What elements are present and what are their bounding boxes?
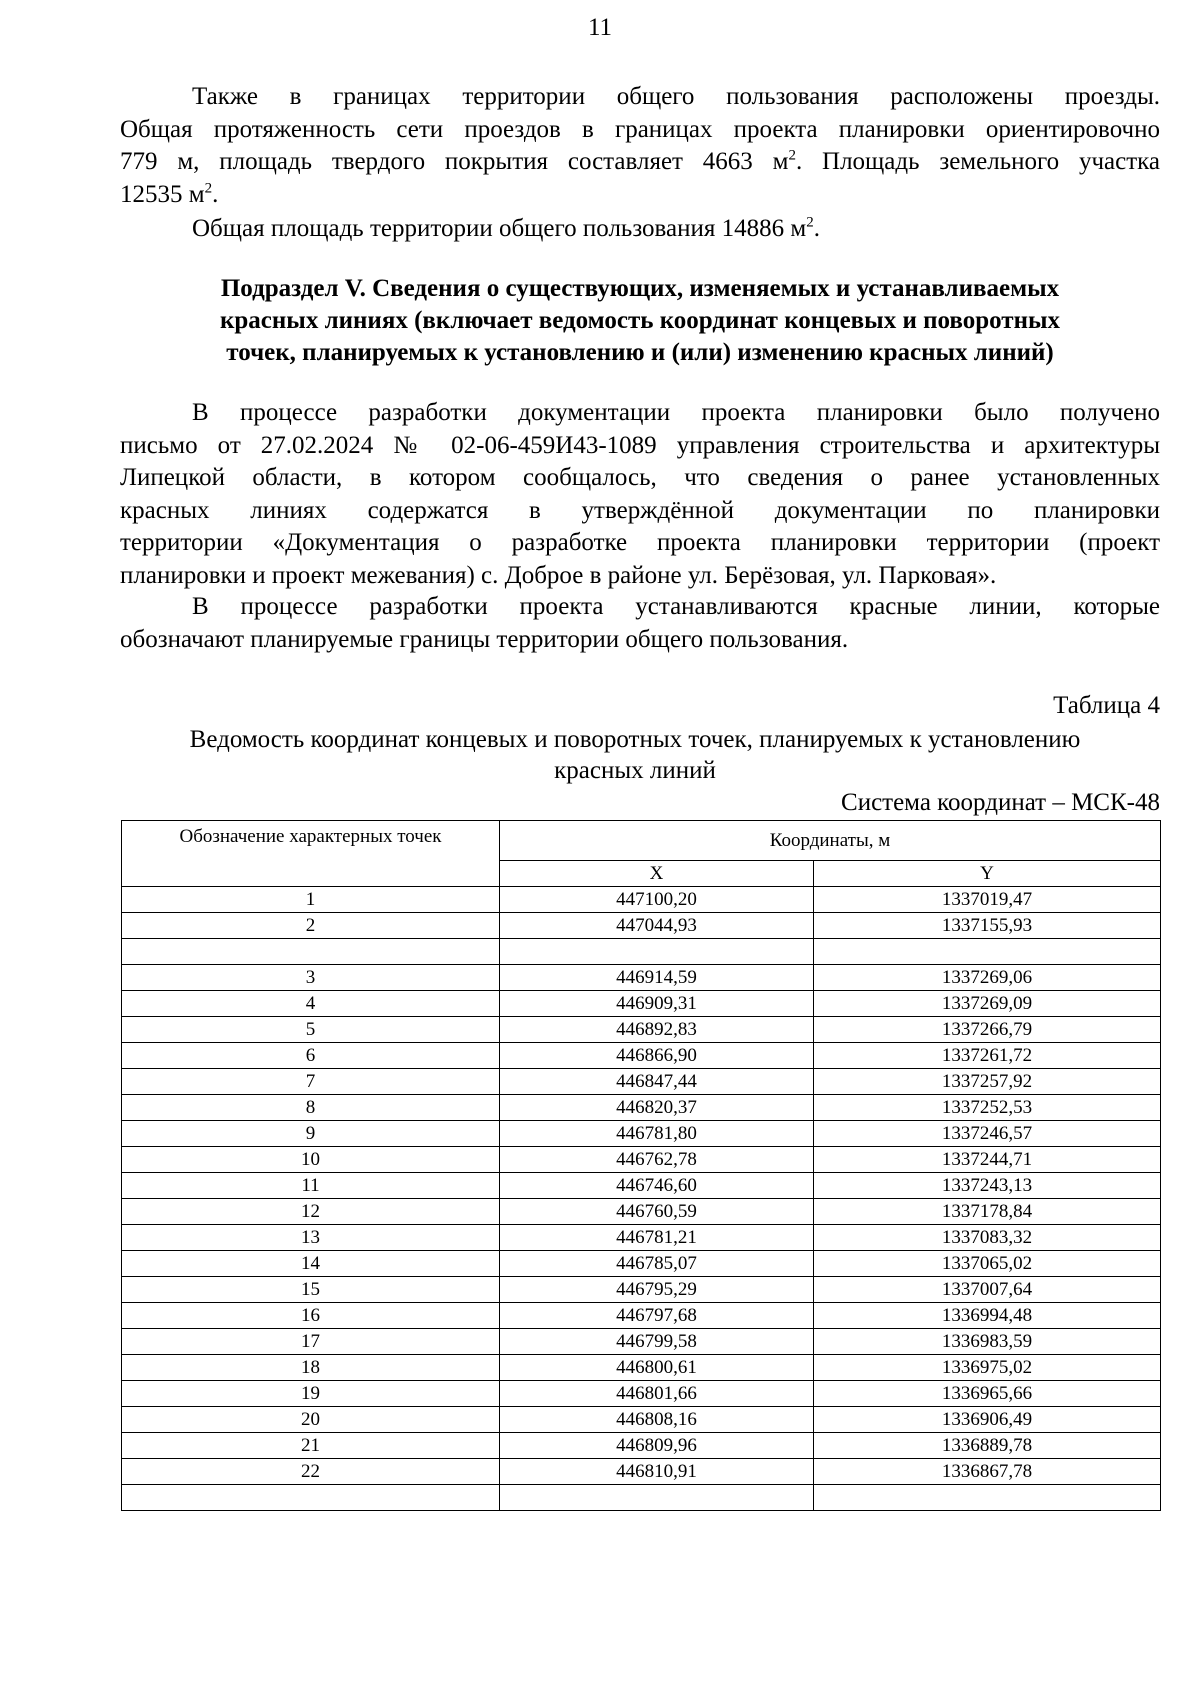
cell-point: 12 <box>122 1199 500 1225</box>
table-row <box>122 1459 1161 1485</box>
paragraph-red-lines <box>120 591 1160 656</box>
table-title <box>110 724 1160 786</box>
header-y: Y <box>814 861 1161 887</box>
text-line: Также в границах территории общего пользования расположены проезды. <box>192 83 1160 110</box>
cell-x: 446808,16 <box>500 1407 814 1433</box>
cell-x: 446810,91 <box>500 1459 814 1485</box>
cell-y: 1337083,32 <box>814 1225 1161 1251</box>
table-row <box>122 1303 1161 1329</box>
heading-line: красных линиях (включает ведомость координат концевых и поворотных <box>220 307 1060 334</box>
cell-y: 1337266,79 <box>814 1017 1161 1043</box>
cell-y <box>814 1485 1161 1511</box>
table-row <box>122 1147 1161 1173</box>
table-row <box>122 1381 1161 1407</box>
cell-y: 1337065,02 <box>814 1251 1161 1277</box>
cell-x: 446892,83 <box>500 1017 814 1043</box>
cell-point: 11 <box>122 1173 500 1199</box>
cell-x: 446781,80 <box>500 1121 814 1147</box>
text-line: 779 м, площадь твердого покрытия составляет 4663 $м^2$. Площадь земельного участка <box>120 147 1160 175</box>
cell-y: 1336965,66 <box>814 1381 1161 1407</box>
table-row <box>122 1121 1161 1147</box>
table-label: Таблица 4 <box>1053 692 1160 719</box>
text-line: красных линиях содержатся в утверждённой документации по планировки <box>120 496 1160 524</box>
table-row <box>122 1225 1161 1251</box>
cell-x: 446799,58 <box>500 1329 814 1355</box>
cell-point: 3 <box>122 965 500 991</box>
table-row <box>122 1433 1161 1459</box>
table-row <box>122 887 1161 913</box>
cell-point: 17 <box>122 1329 500 1355</box>
table-row <box>122 1017 1161 1043</box>
table-title-line: Ведомость координат концевых и поворотных точек, планируемых к установлению <box>189 726 1081 753</box>
cell-x: 446760,59 <box>500 1199 814 1225</box>
cell-x: 446800,61 <box>500 1355 814 1381</box>
cell-y <box>814 939 1161 965</box>
cell-point: 6 <box>122 1043 500 1069</box>
cell-point <box>122 939 500 965</box>
cell-x <box>500 1485 814 1511</box>
cell-x: 446820,37 <box>500 1095 814 1121</box>
cell-y: 1336975,02 <box>814 1355 1161 1381</box>
cell-y: 1337257,92 <box>814 1069 1161 1095</box>
table-row <box>122 1277 1161 1303</box>
cell-x: 446746,60 <box>500 1173 814 1199</box>
cell-x: 447100,20 <box>500 887 814 913</box>
header-coordinates: Координаты, м <box>500 821 1161 861</box>
table-row <box>122 1355 1161 1381</box>
cell-point: 10 <box>122 1147 500 1173</box>
cell-x: 446914,59 <box>500 965 814 991</box>
cell-point: 5 <box>122 1017 500 1043</box>
header-points: Обозначение характерных точек <box>122 821 500 887</box>
cell-y: 1337252,53 <box>814 1095 1161 1121</box>
table-row <box>122 965 1161 991</box>
cell-x: 446847,44 <box>500 1069 814 1095</box>
cell-x: 446809,96 <box>500 1433 814 1459</box>
page-number: 11 <box>587 14 613 41</box>
paragraph-letter <box>120 397 1160 592</box>
superscript: 2 <box>806 214 814 231</box>
table-body <box>122 887 1161 1511</box>
cell-y: 1337244,71 <box>814 1147 1161 1173</box>
table-row <box>122 913 1161 939</box>
table-row <box>122 1251 1161 1277</box>
cell-x: 446866,90 <box>500 1043 814 1069</box>
section-heading <box>120 273 1160 369</box>
cell-point: 20 <box>122 1407 500 1433</box>
cell-x: 446801,66 <box>500 1381 814 1407</box>
text-line: Общая протяженность сети проездов в границах проекта планировки ориентировочно <box>120 115 1160 143</box>
table-row <box>122 1173 1161 1199</box>
table-row <box>122 939 1161 965</box>
paragraph-passages <box>120 81 1160 211</box>
text-line: обозначают планируемые границы территории общего пользования. <box>120 625 849 653</box>
cell-y: 1337178,84 <box>814 1199 1161 1225</box>
cell-y: 1337155,93 <box>814 913 1161 939</box>
table-row <box>122 1095 1161 1121</box>
cell-point: 19 <box>122 1381 500 1407</box>
superscript: 2 <box>788 147 796 164</box>
cell-y: 1336867,78 <box>814 1459 1161 1485</box>
text-line: В процессе разработки проекта устанавливаются красные линии, которые <box>192 593 1160 620</box>
cell-y: 1337246,57 <box>814 1121 1161 1147</box>
header-x: X <box>500 861 814 887</box>
text-line: Липецкой области, в котором сообщалось, что сведения о ранее установленных <box>120 464 1160 491</box>
cell-point: 8 <box>122 1095 500 1121</box>
cell-point: 16 <box>122 1303 500 1329</box>
cell-point: 2 <box>122 913 500 939</box>
cell-point: 15 <box>122 1277 500 1303</box>
paragraph-total-area: Общая площадь территории общего пользования 14886 $м^2$. <box>192 214 820 242</box>
coordinates-table <box>121 820 1161 1511</box>
cell-x: 446909,31 <box>500 991 814 1017</box>
cell-point: 7 <box>122 1069 500 1095</box>
cell-point: 21 <box>122 1433 500 1459</box>
text-line: территории «Документация о разработке проекта планировки территории (проект <box>120 529 1160 556</box>
coordinate-system-label: Система координат – МСК-48 <box>841 789 1160 816</box>
cell-y: 1336889,78 <box>814 1433 1161 1459</box>
heading-line: Подраздел V. Сведения о существующих, изменяемых и устанавливаемых <box>220 275 1060 302</box>
cell-x: 446795,29 <box>500 1277 814 1303</box>
cell-x: 446781,21 <box>500 1225 814 1251</box>
cell-y: 1337269,06 <box>814 965 1161 991</box>
cell-point: 9 <box>122 1121 500 1147</box>
cell-y: 1337007,64 <box>814 1277 1161 1303</box>
text-line: В процессе разработки документации проекта планировки было получено <box>192 399 1160 426</box>
table-row <box>122 1043 1161 1069</box>
cell-y: 1336906,49 <box>814 1407 1161 1433</box>
text-line: письмо от 27.02.2024 № 02-06-459И43-1089 управления строительства и архитектуры <box>120 431 1160 459</box>
cell-point: 18 <box>122 1355 500 1381</box>
table-row <box>122 991 1161 1017</box>
cell-y: 1337269,09 <box>814 991 1161 1017</box>
cell-point: 13 <box>122 1225 500 1251</box>
cell-x: 446785,07 <box>500 1251 814 1277</box>
cell-point: 1 <box>122 887 500 913</box>
table-row <box>122 1485 1161 1511</box>
text-line: планировки и проект межевания) с. Доброе в районе ул. Берёзовая, ул. Парковая». <box>120 561 997 589</box>
table-row <box>122 1199 1161 1225</box>
cell-x: 447044,93 <box>500 913 814 939</box>
table-row <box>122 1329 1161 1355</box>
cell-y: 1337243,13 <box>814 1173 1161 1199</box>
cell-y: 1336994,48 <box>814 1303 1161 1329</box>
cell-x: 446797,68 <box>500 1303 814 1329</box>
cell-x: 446762,78 <box>500 1147 814 1173</box>
cell-x <box>500 939 814 965</box>
cell-point: 14 <box>122 1251 500 1277</box>
table-row <box>122 1069 1161 1095</box>
cell-y: 1337261,72 <box>814 1043 1161 1069</box>
text-line: 12535 $м^2$. <box>120 180 219 208</box>
cell-point: 22 <box>122 1459 500 1485</box>
cell-y: 1336983,59 <box>814 1329 1161 1355</box>
heading-line: точек, планируемых к установлению и (или) изменению красных линий) <box>226 339 1054 366</box>
table-title-line: красных линий <box>554 757 716 784</box>
cell-point: 4 <box>122 991 500 1017</box>
cell-y: 1337019,47 <box>814 887 1161 913</box>
table-row <box>122 1407 1161 1433</box>
cell-point <box>122 1485 500 1511</box>
superscript: 2 <box>204 180 213 197</box>
